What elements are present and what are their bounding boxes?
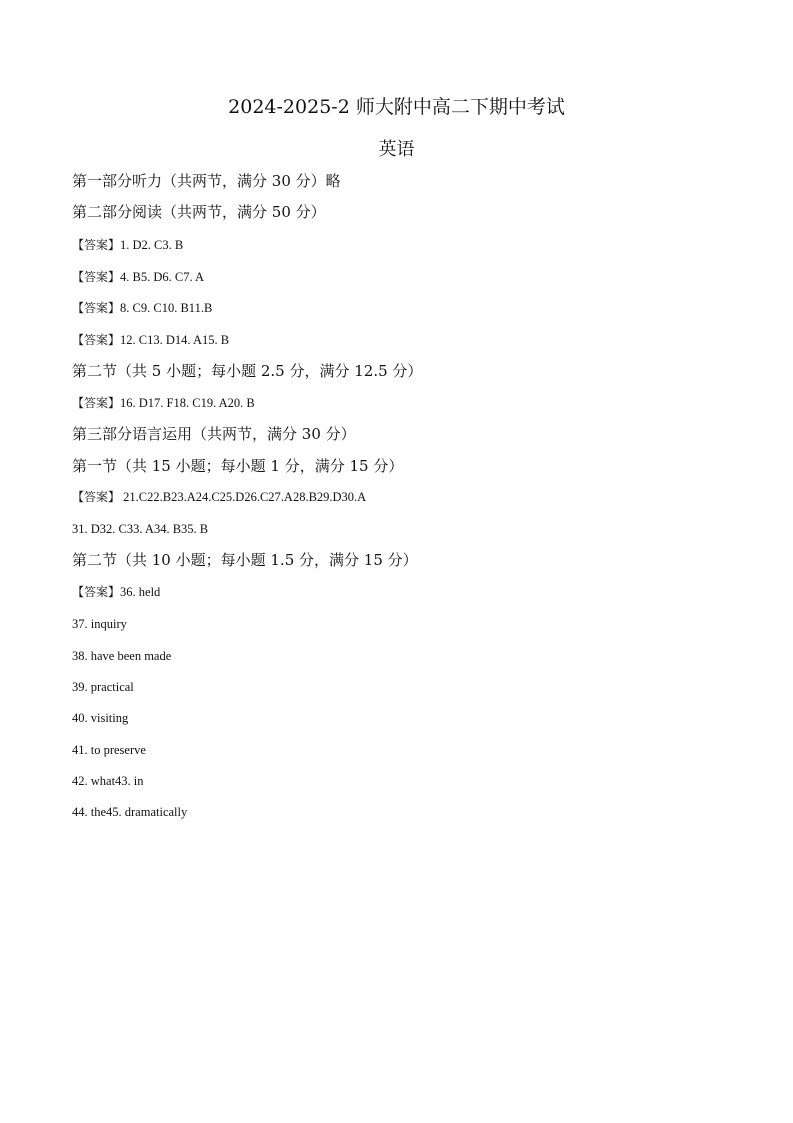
answer-line-6: [72, 491, 366, 504]
list-item: 38. have been made: [72, 649, 172, 663]
section-part2-sec2: 第二节（共 5 小题；每小题 2.5 分，满分 12.5 分）: [72, 362, 423, 380]
list-item: 41. to preserve: [72, 743, 146, 757]
list-item: 37. inquiry: [72, 617, 127, 631]
answer-line-5: [72, 397, 255, 410]
section-part3: 第三部分语言运用（共两节，满分 30 分）: [72, 425, 356, 443]
answer-text: 1. D2. C3. B: [120, 238, 184, 252]
answer-tag: 【答案】: [72, 490, 121, 504]
answer-line-4: [72, 334, 229, 347]
answer-tag: 【答案】: [72, 238, 121, 252]
list-item: 40. visiting: [72, 711, 129, 725]
answer-text: 12. C13. D14. A15. B: [120, 333, 230, 347]
answer-line-7: [72, 586, 160, 599]
section-part2: 第二部分阅读（共两节，满分 50 分）: [72, 203, 326, 221]
subject-heading: 英语: [378, 139, 415, 160]
answer-text: 8. C9. C10. B11.B: [120, 301, 213, 315]
section-part1: 第一部分听力（共两节，满分 30 分）略: [72, 172, 341, 190]
document-title: 2024-2025-2 师大附中高二下期中考试: [228, 96, 565, 118]
answer-line-2: [72, 271, 204, 284]
answer-line-3: [72, 302, 212, 315]
answer-tag: 【答案】: [72, 270, 121, 284]
section-part3-sec1: 第一节（共 15 小题；每小题 1 分，满分 15 分）: [72, 457, 404, 475]
answer-tag: 【答案】: [72, 585, 121, 599]
answer-text: 16. D17. F18. C19. A20. B: [120, 396, 255, 410]
answer-line-1: [72, 239, 183, 252]
answer-text: 4. B5. D6. C7. A: [120, 270, 205, 284]
answer-text: 21.C22.B23.A24.C25.D26.C27.A28.B29.D30.A: [120, 490, 367, 504]
answer-text: 36. held: [120, 585, 161, 599]
list-item: 42. what43. in: [72, 774, 144, 788]
answer-tag: 【答案】: [72, 333, 121, 347]
section-part3-sec2: 第二节（共 10 小题；每小题 1.5 分，满分 15 分）: [72, 551, 418, 569]
answer-tag: 【答案】: [72, 396, 121, 410]
list-item: 39. practical: [72, 680, 134, 694]
answer-tag: 【答案】: [72, 301, 121, 315]
list-item: 44. the45. dramatically: [72, 805, 188, 819]
answer-line-6-cont: 31. D32. C33. A34. B35. B: [72, 522, 209, 536]
